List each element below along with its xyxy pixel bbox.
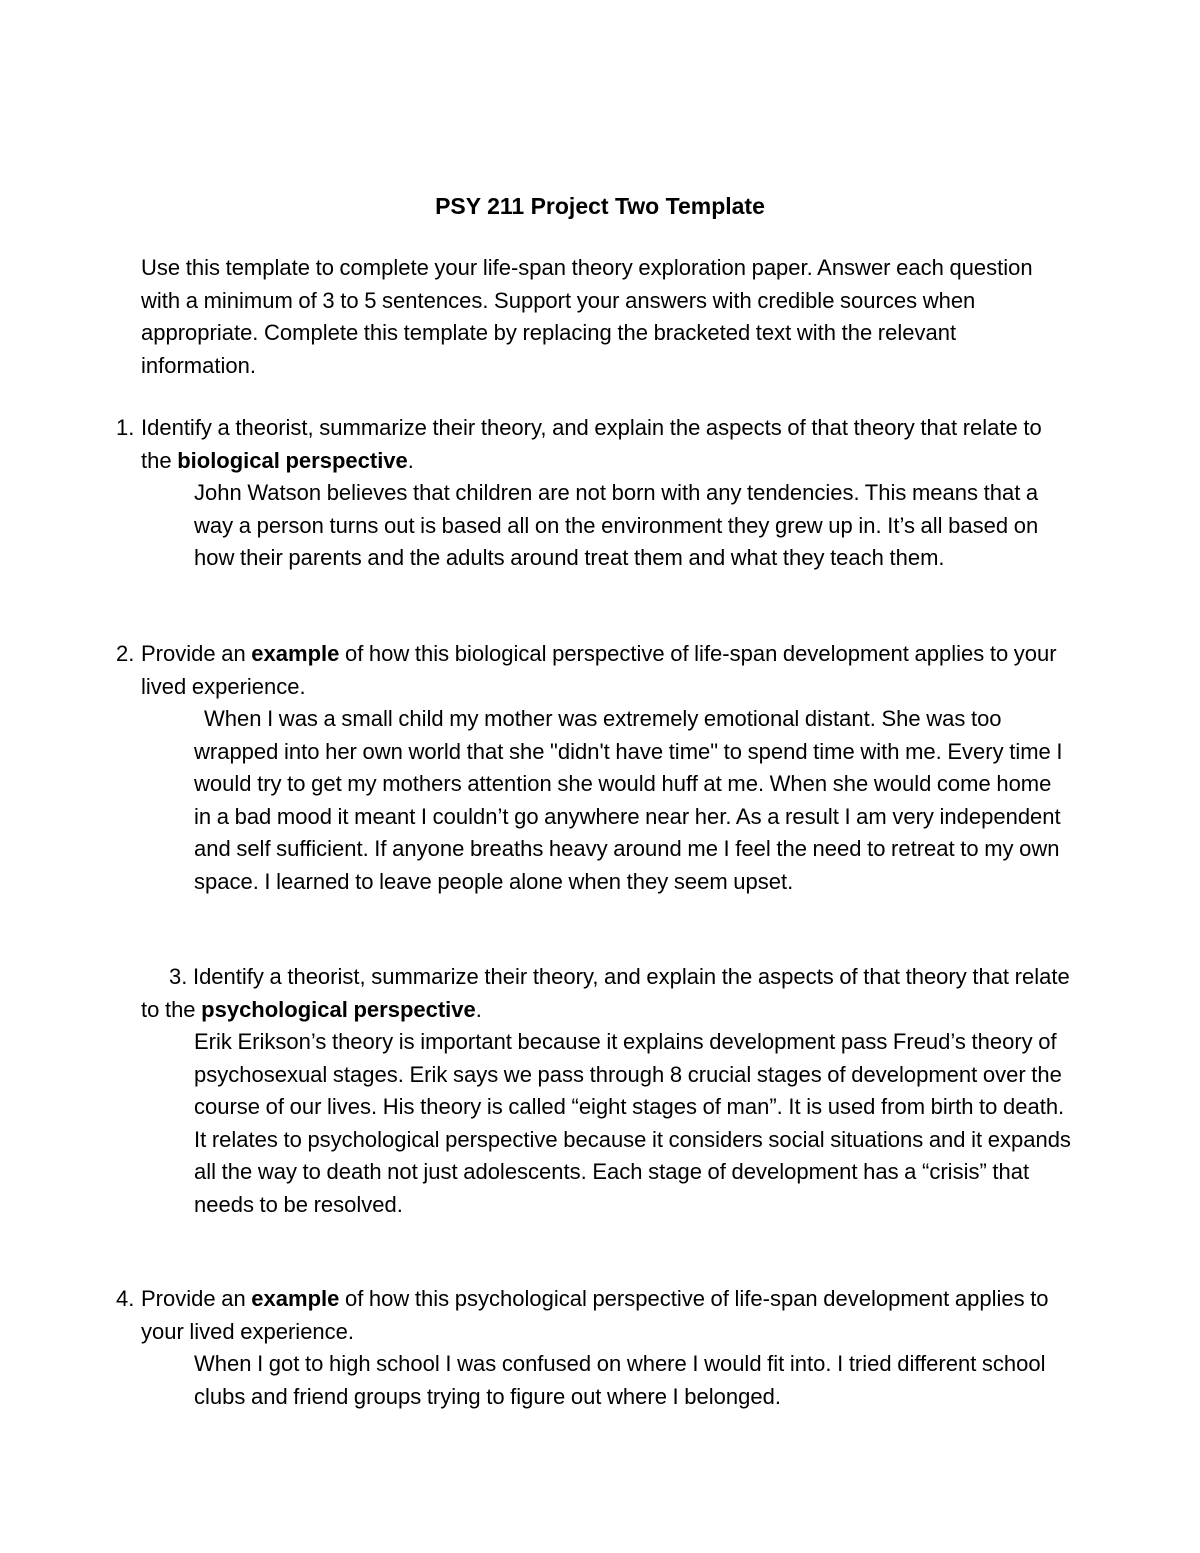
question-number: 2. [116,641,135,666]
question-1 [116,412,1076,477]
question-number: 1. [116,415,135,440]
question-emphasis: psychological perspective [201,996,476,1022]
answer-3: Erik Erikson’s theory is important because it explains development pass Freud’s theory of psychosexual stages. Erik says we pass through 8 crucial stages of development over the course of our lives. His theory is called “eight stages of man”. It is used from birth to death. It relates to psychological perspective because it considers social situations and it expands all the way to death not just adolescents. Each stage of development has a “crisis” that needs to be resolved. [194,1029,1071,1217]
answer-2: When I was a small child my mother was extremely emotional distant. She was too wrapped into her own world that she "didn't have time" to spend time with me. Every time I would try to get my mothers attention she would huff at me. When she would come home in a bad mood it meant I couldn’t go anywhere near her. As a result I am very independent and self sufficient. If anyone breaths heavy around me I feel the need to retreat to my own space. I learned to leave people alone when they seem upset. [194,706,1063,894]
question-2 [116,638,1076,703]
question-3 [141,961,1076,1026]
page-title: PSY 211 Project Two Template [435,193,765,219]
question-number: 4. [116,1286,135,1311]
question-text: Provide an example of how this biological perspective of life-span development applies to your lived experience. [141,641,1057,699]
question-emphasis: example [251,641,340,666]
answer-4: When I got to high school I was confused on where I would fit into. I tried different school clubs and friend groups trying to figure out where I belonged. [194,1351,1046,1409]
question-text: 3. Identify a theorist, summarize their theory, and explain the aspects of that theory that relate to the psychological perspective. [141,964,1070,1022]
question-emphasis: example [251,1286,340,1311]
answer-1: John Watson believes that children are not born with any tendencies. This means that a way a person turns out is based all on the environment they grew up in. It’s all based on how their parents and the adults around treat them and what they teach them. [194,480,1039,571]
question-text: Identify a theorist, summarize their theory, and explain the aspects of that theory that relate to the biological perspective. [141,415,1042,473]
question-4 [116,1283,1076,1348]
question-text: Provide an example of how this psychological perspective of life-span development applies to your lived experience. [141,1286,1049,1344]
intro-paragraph: Use this template to complete your life-span theory exploration paper. Answer each question with a minimum of 3 to 5 sentences. Support your answers with credible sources when appropriate. Complete this template by replacing the bracketed text with the relevant information. [141,255,1033,378]
question-emphasis: biological perspective [177,447,408,473]
